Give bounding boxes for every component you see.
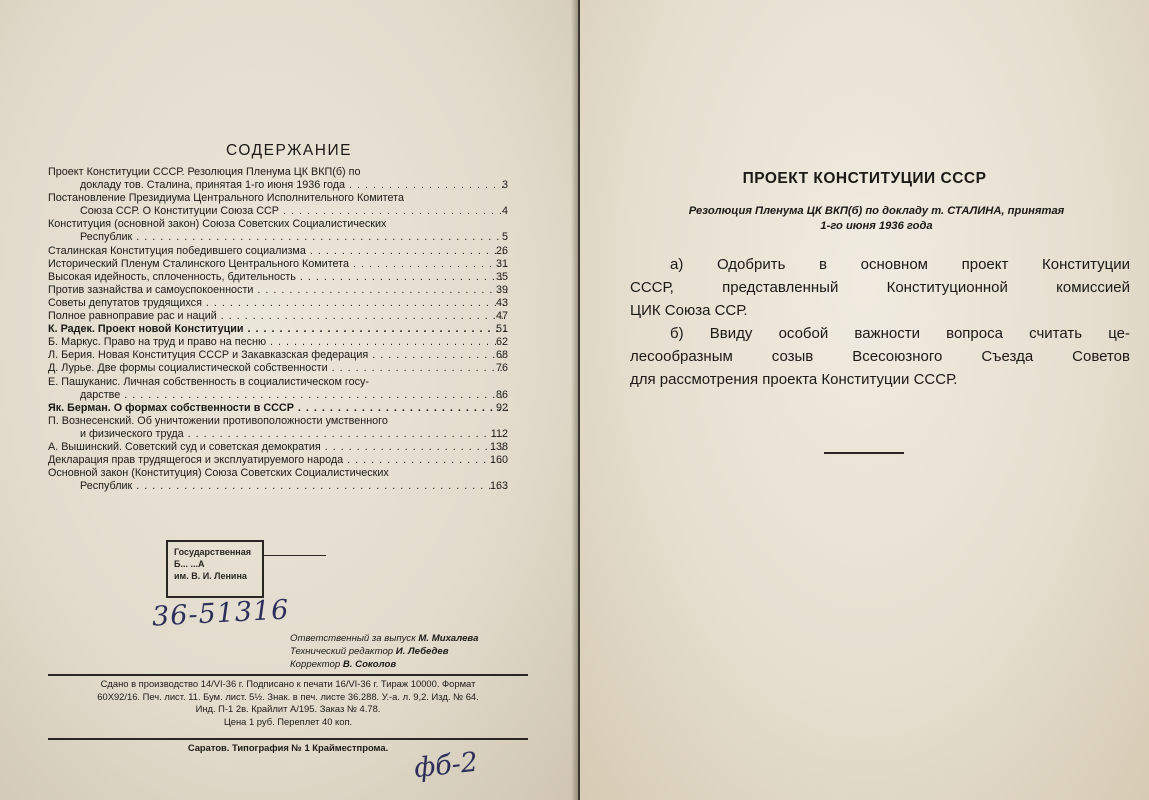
toc-entry	[48, 336, 508, 349]
toc-page-number: 3	[501, 179, 508, 192]
toc-entry-text: Республик . . .	[48, 480, 508, 493]
toc-heading: СОДЕРЖАНИЕ	[226, 142, 352, 159]
credit-label: Корректор	[290, 659, 341, 670]
credit-name: М. Михалева	[418, 633, 479, 644]
credit-label: Ответственный за выпуск	[290, 633, 416, 644]
toc-entry-text: Л. Берия. Новая Конституция СССР и Закавказская федерация . . .	[48, 349, 508, 362]
toc-entry	[48, 467, 508, 493]
toc-entry	[48, 258, 508, 271]
toc-entry-text: и физического труда . . .	[48, 428, 508, 441]
toc-page-number: 47	[495, 310, 508, 323]
subtitle-line: Резолюция Пленума ЦК ВКП(б) по докладу т. СТАЛИНА, принятая	[688, 205, 1065, 217]
imprint	[48, 678, 528, 728]
toc-page-number: 68	[495, 349, 508, 362]
toc-entry-text: Союза ССР. О Конституции Союза ССР . . .	[48, 205, 508, 218]
credit-name: И. Лебедев	[395, 646, 449, 657]
toc-entry	[48, 454, 508, 467]
toc-entry-text: Исторический Пленум Сталинского Центрального Комитета . . .	[48, 258, 508, 271]
toc-entry	[48, 218, 508, 244]
credit-proofreader	[290, 658, 478, 671]
body-line: СССР, представленный Конституционной комиссией	[630, 279, 1130, 296]
toc-entry-text: Высокая идейность, сплоченность, бдительность . . .	[48, 271, 508, 284]
toc-page-number: 138	[489, 440, 508, 453]
stamp-rule	[264, 555, 326, 556]
toc-page-number: 112	[490, 427, 508, 440]
toc-entry-text: Проект Конституции СССР. Резолюция Пленума ЦК ВКП(б) по	[48, 166, 361, 178]
toc-entry-text: Сталинская Конституция победившего социализма . . .	[48, 245, 508, 258]
toc-entry	[48, 271, 508, 284]
toc-page-number: 31	[495, 257, 508, 270]
credit-tech-editor	[290, 645, 478, 658]
toc-entry-text: Основной закон (Конституция) Союза Советских Социалистических	[48, 467, 389, 480]
toc-page-number: 92	[495, 401, 508, 414]
toc-entry	[48, 323, 508, 336]
toc-page-number: 35	[495, 270, 508, 283]
body-line: лесообразным созыв Всесоюзного Съезда Советов	[630, 348, 1130, 365]
toc-entry	[48, 310, 508, 323]
toc-entry-text: докладу тов. Сталина, принятая 1-го июня 1936 года . . .	[48, 179, 508, 192]
toc-entry-text: П. Вознесенский. Об уничтожении противоположности умственного	[48, 414, 388, 427]
toc-page-number: 5	[501, 231, 508, 244]
toc-entry	[48, 415, 508, 441]
stamp-line: им. В. И. Ленина	[174, 571, 247, 581]
imprint-bottom-rule	[48, 738, 528, 740]
toc-entry	[48, 192, 508, 218]
toc-entry-text: Д. Лурье. Две формы социалистической собственности . . .	[48, 362, 508, 375]
toc-page-number: 160	[489, 454, 508, 467]
toc-entry-text: А. Вышинский. Советский суд и советская демократия . . .	[48, 441, 508, 454]
end-rule	[824, 452, 904, 454]
handwritten-note: фб-2	[412, 746, 480, 785]
library-stamp	[166, 540, 264, 598]
toc-entry-text: Е. Пашуканис. Личная собственность в социалистическом госу-	[48, 375, 369, 388]
toc-entry-text: Постановление Президиума Центрального Исполнительного Комитета	[48, 192, 404, 205]
toc-entry-text: дарстве . . .	[48, 389, 508, 402]
toc-page-number: 51	[495, 323, 508, 336]
imprint-line: Инд. П-1 2в. Крайлит А/195. Заказ № 4.78.	[195, 703, 381, 715]
imprint-line: Сдано в производство 14/VI-36 г. Подписано к печати 16/VI-36 г. Тираж 10000. Формат	[100, 678, 476, 689]
toc-entry	[48, 349, 508, 362]
toc-entry-text: Советы депутатов трудящихся . . .	[48, 297, 508, 310]
toc-page-number: 39	[495, 283, 508, 296]
toc-entry	[48, 284, 508, 297]
toc-entry-text: Конституция (основной закон) Союза Советских Социалистических	[48, 218, 387, 231]
toc-entry	[48, 402, 508, 415]
toc-entry	[48, 376, 508, 402]
toc-entry-text: К. Радек. Проект новой Конституции . . .	[48, 323, 508, 336]
toc-entry	[48, 245, 508, 258]
document-body	[630, 253, 1130, 391]
toc-entry-text: Декларация прав трудящегося и эксплуатируемого народа . . .	[48, 454, 508, 467]
toc-entry-text: Республик . . .	[48, 231, 508, 244]
toc-page-number: 86	[495, 388, 508, 401]
imprint-line: 60Х92/16. Печ. лист. 11. Бум. лист. 5½. Знак. в печ. листе 36.288. У.-а. л. 9,2. Изд. № 64.	[97, 690, 479, 702]
toc-entry-text: Б. Маркус. Право на труд и право на песню . . .	[48, 336, 508, 349]
handwritten-catalog-number: 36-51316	[151, 594, 291, 633]
toc-entry	[48, 362, 508, 375]
toc-entry	[48, 297, 508, 310]
credit-name: В. Соколов	[342, 659, 397, 670]
toc-page-number: 43	[495, 296, 508, 309]
toc-page-number: 163	[489, 480, 508, 493]
toc-entry-text: Против зазнайства и самоуспокоенности . . .	[48, 284, 508, 297]
stamp-line: Государственная	[174, 547, 251, 557]
toc-entry-text: Як. Берман. О формах собственности в СССР . . .	[48, 402, 508, 415]
toc-page-number: 62	[495, 336, 508, 349]
body-line: б) Ввиду особой важности вопроса считать це-	[670, 325, 1130, 342]
toc-entry	[48, 441, 508, 454]
body-line: а) Одобрить в основном проект Конституции	[670, 256, 1130, 273]
credit-label: Технический редактор	[290, 646, 394, 657]
stamp-line: Б... ...А	[174, 559, 205, 569]
document-subtitle	[624, 204, 1129, 234]
toc-entry	[48, 166, 508, 192]
printer-line: Саратов. Типография № 1 Крайместпрома.	[187, 742, 389, 753]
toc-page-number: 26	[495, 244, 508, 257]
toc-entry-text: Полное равноправие рас и наций . . .	[48, 310, 508, 323]
body-line: для рассмотрения проекта Конституции СССР.	[630, 371, 958, 388]
credits	[290, 632, 478, 671]
subtitle-line: 1-го июня 1936 года	[820, 220, 933, 232]
imprint-top-rule	[48, 674, 528, 676]
toc-page-number: 4	[501, 205, 508, 218]
body-line: ЦИК Союза ССР.	[630, 302, 748, 319]
document-title: ПРОЕКТ КОНСТИТУЦИИ СССР	[742, 170, 987, 187]
credit-responsible	[290, 632, 478, 645]
toc-page-number: 76	[495, 362, 508, 375]
imprint-line: Цена 1 руб. Переплет 40 коп.	[223, 715, 353, 727]
right-page	[580, 0, 1149, 800]
table-of-contents	[48, 166, 508, 493]
